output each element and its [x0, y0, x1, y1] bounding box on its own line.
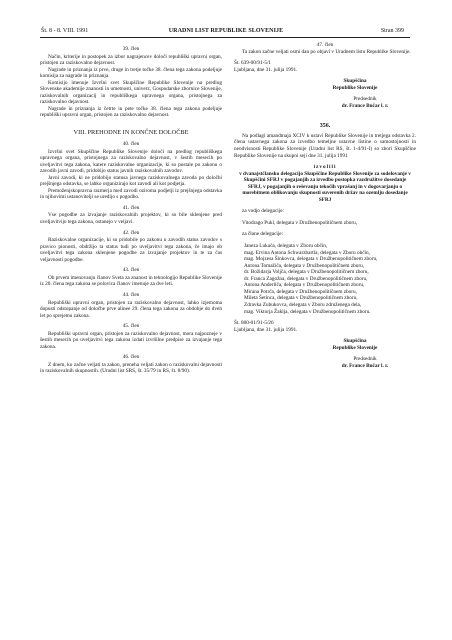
signatory-name: dr. France Bučar l. r.	[341, 362, 389, 369]
article-40-title: 40. člen	[122, 141, 140, 148]
preamble: Na podlagi amandmaja XCIV k ustavi Republike Slovenije in tretjega odstavka 2. člena ustavnega zakona za izvedbo temeljne ustavne listine o samostojnosti in neodvisnosti Republike Slovenije (Uradni list RS, št. 1-4/91-I) so zbori Skupščine Republike Slovenije na skupni seji dne 31. julija 1991	[234, 132, 416, 159]
reference-number: Št. 800-01/91-5/26	[234, 320, 274, 327]
header-rule	[40, 37, 410, 38]
date-line: Ljubljana, dne 31. julija 1991.	[234, 66, 298, 73]
article-40-paragraph: Izvršni svet Skupščine Republike Slovenije določi na predlog republiškega upravnega organa, pristojnega za raziskovalno dejavnost, v šestih mesecih po uveljavitvi tega zakona, katere raziskovalne organizacije, ki so postale po zakonu o zavodih javni zavodi, pridobijo status javnih raziskovalnih zavodov.	[40, 148, 222, 175]
article-45-paragraph: Republiški upravni organ, pristojen za raziskovalno dejavnost, mora najpozneje v šestih mesecih po uveljavitvi tega zakona izdati izvršilne predpise za izvajanje tega zakona.	[40, 330, 222, 350]
page-number: Stran 399	[380, 28, 404, 34]
list-item: Antona Tomažiča, delegata v Družbenopolitičnem zboru,	[244, 262, 365, 269]
delegation-title: v dvanajstčlansko delegacijo Skupščine Republike Slovenije za sodelovanje v Skupščini SFRJ v pogajanjih za izvedbo postopka razdružitve dosedanje SFRJ, v pogajanjih o reševanju tekočih vprašanj in v dogovarjanju o morebitnem oblikovanju skupnosti suverenih držav na ozemlju dosedanje SFRJ	[239, 170, 411, 203]
article-44-title: 44. člen	[122, 291, 140, 298]
list-item: Mileta Šetinca, delegata v Družbenopolitičnem zboru,	[244, 295, 358, 302]
list-item: Antona Anderliča, delegata v Družbenopolitičnem zboru,	[244, 282, 365, 289]
list-item: mag. Viktorja Žaklja, delegata v Družbenopolitičnem zboru.	[244, 308, 371, 315]
article-47-paragraph: Ta zakon začne veljati osmi dan po objavi v Uradnem listu Republike Slovenije.	[242, 48, 411, 55]
article-39-title: 39. člen	[122, 46, 140, 52]
list-item: dr. Franca Zagožna, delegata v Družbenopolitičnem zboru,	[244, 275, 368, 282]
chapter-heading: VIII. PREHODNE IN KONČNE DOLOČBE	[73, 129, 189, 137]
article-39-paragraph: Način, kriterije in postopek za izbor nagrajencev določi republiški upravni organ, pristojen za raziskovalno dejavnost.	[40, 53, 222, 67]
article-40-paragraph: Javni zavodi, ki ne pridobijo statusa javnega raziskovalnega zavoda po določbi prejšnjega odstavka, se lahko organizirajo kot zavodi ali kot podjetja.	[40, 174, 222, 188]
article-46-paragraph: Z dnem, ko začne veljati ta zakon, preneha veljati zakon o raziskovalni dejavnosti in raziskovalnih skupnostih. (Uradni list SRS, št. 35/79 in RS, št. 8/90).	[40, 361, 222, 375]
signatory-role: Predsednik	[353, 356, 377, 363]
right-column	[234, 42, 416, 369]
article-41-paragraph: Vse pogodbe za izvajanje raziskovalnih projektov, ki so bile sklenjene pred uveljavitvijo tega zakona, ostanejo v veljavi.	[40, 212, 222, 226]
signatory-name: dr. France Bučar l. r.	[341, 102, 389, 109]
issue-number: Št. 8 - 8. VIII. 1991	[41, 28, 89, 34]
list-item: dr. Božidarja Voljča, delegata v Družbenopolitičnem zboru,	[244, 269, 369, 276]
elected-heading: izvolili	[313, 164, 337, 171]
article-46-title: 46. člen	[122, 354, 140, 361]
reference-number: Št. 639-00/91-5/1	[234, 60, 272, 67]
article-45-title: 45. člen	[122, 323, 140, 330]
article-43-paragraph: Ob prvem imenovanju članov Sveta za znanost in tehnologijo Republike Slovenije iz 20. člena tega zakona se polovica članov imenuje za dve leti.	[40, 274, 222, 288]
list-item: Zdravka Zubukovca, delegata v Zboru združenega dela,	[244, 301, 362, 308]
list-item: mag. Mojzesa Šinkovca, delegata v Družbenopolitičnem zboru,	[244, 256, 378, 263]
signatory-body-line-2: Republike Slovenije	[332, 344, 378, 351]
left-column	[40, 42, 222, 375]
members-label: za člane delegacije:	[242, 231, 284, 238]
article-39-paragraph: Nagrade in priznanja iz prve, druge in tretje točke 38. člena tega zakona podeljuje komisija za nagrade in priznanja.	[40, 66, 222, 80]
list-item: mag. Ervina Antona Schwarzbartla, delegata v Zboru občin,	[244, 249, 370, 256]
signatory-role: Predsednik	[353, 96, 377, 103]
publication-title: URADNI LIST REPUBLIKE SLOVENIJE	[168, 28, 284, 34]
act-number: 356.	[319, 123, 331, 130]
list-item: Janeza Lukača, delegata v Zboru občin,	[244, 243, 328, 250]
article-39-paragraph: Komisijo imenuje Izvršni svet Skupščine Republike Slovenije na predlog Slovenske akademije znanosti in umetnosti, univerz, Gospodarske zbornice Slovenije, raziskovalnih organizacij in republiškega upravnega organa, pristojnega za raziskovalno dejavnost.	[40, 79, 222, 106]
article-39-paragraph: Nagrade in priznanja iz četrte in pete točke 38. člena tega zakona podeljuje republiški upravni organ, pristojen za raziskovalno dejavnost.	[40, 105, 222, 119]
head-of-delegation: Vitodrago Pukl, delegata v Družbenopolitičnem zboru,	[242, 219, 358, 226]
members-list	[234, 243, 416, 315]
signatory-body-line-2: Republike Slovenije	[332, 84, 378, 91]
signatory-body: Skupščina	[343, 78, 367, 85]
head-label: za vodjo delegacije:	[242, 208, 284, 215]
list-item: Mirana Potrča, delegata v Družbenopolitičnem zboru,	[244, 288, 357, 295]
article-43-title: 43. člen	[122, 267, 140, 274]
signatory-body: Skupščina	[343, 338, 367, 345]
article-41-title: 41. člen	[122, 204, 140, 211]
article-44-paragraph: Republiški upravni organ, pristojen za raziskovalno dejavnost, lahko izjemoma dopusti odstopanje od določbe prve alinee 29. člena tega zakona za obdobje do dveh let po sprejemu zakona.	[40, 299, 222, 319]
article-42-title: 42. člen	[122, 229, 140, 236]
article-47-title: 47. člen	[316, 42, 334, 48]
article-42-paragraph: Raziskovalne organizacije, ki so pridobile po zakonu o zavodih status zavodov s pravico pionosti, obdržijo ta status tudi po uveljavitvi tega zakona, če imajo ob uveljavitvi tega zakona sklenjene pogodbe za izvajanje projektov in te za čas veljavnosti pogodbe.	[40, 237, 222, 263]
article-40-paragraph: Premoženjskopravna razmerja med zavodi oziroma podjetji iz prejšnjega odstavka in njihovimi ustanovitelji se uredijo s pogodbo.	[40, 187, 222, 201]
date-line: Ljubljana, dne 31. julija 1991.	[234, 326, 298, 333]
